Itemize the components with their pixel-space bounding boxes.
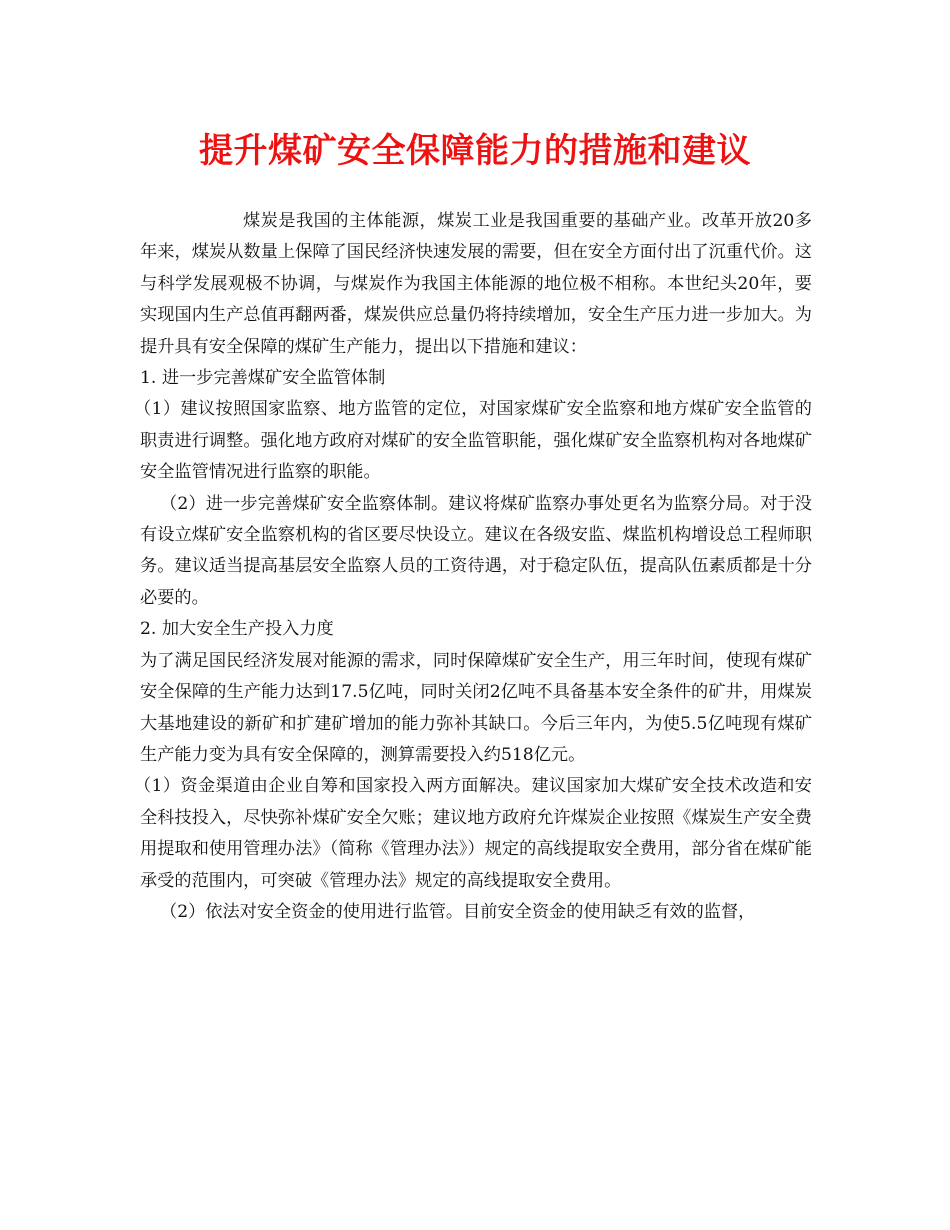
section-2-item-2: （2）依法对安全资金的使用进行监管。目前安全资金的使用缺乏有效的监督， [160, 901, 756, 922]
section-1-item-1: （1）建议按照国家监察、地方监管的定位，对国家煤矿安全监察和地方煤矿安全监管的职责进行调整。强化地方政府对煤矿的安全监管职能，强化煤矿安全监察机构对各地煤矿安全监管情况进行监察的职能。 [134, 399, 812, 483]
section-heading-1: 1. 进一步完善煤矿安全监管体制 [140, 368, 386, 389]
document-body [134, 206, 812, 928]
document-title: 提升煤矿安全保障能力的措施和建议 [199, 131, 751, 171]
section-1-item-2: （2）进一步完善煤矿安全监察体制。建议将煤矿监察办事处更名为监察分局。对于没有设立煤矿安全监察机构的省区要尽快设立。建议在各级安监、煤监机构增设总工程师职务。建议适当提高基层安全监察人员的工资待遇，对于稳定队伍，提高队伍素质都是十分必要的。 [140, 493, 812, 608]
section-2-item-1: （1）资金渠道由企业自筹和国家投入两方面解决。建议国家加大煤矿安全技术改造和安全科技投入，尽快弥补煤矿安全欠账；建议地方政府允许煤炭企业按照《煤炭生产安全费用提取和使用管理办法》（简称《管理办法》）规定的高线提取安全费用，部分省在煤矿能承受的范围内，可突破《管理办法》规定的高线提取安全费用。 [134, 776, 812, 891]
section-heading-2: 2. 加大安全生产投入力度 [140, 619, 334, 640]
intro-paragraph: 煤炭是我国的主体能源，煤炭工业是我国重要的基础产业。改革开放20多年来，煤炭从数量上保障了国民经济快速发展的需要，但在安全方面付出了沉重代价。这与科学发展观极不协调，与煤炭作为我国主体能源的地位极不相称。本世纪头20年，要实现国内生产总值再翻两番，煤炭供应总量仍将持续增加，安全生产压力进一步加大。为提升具有安全保障的煤矿生产能力，提出以下措施和建议： [140, 211, 812, 357]
section-2-intro: 为了满足国民经济发展对能源的需求，同时保障煤矿安全生产，用三年时间，使现有煤矿安全保障的生产能力达到17.5亿吨，同时关闭2亿吨不具备基本安全条件的矿井，用煤炭大基地建设的新矿和扩建矿增加的能力弥补其缺口。今后三年内，为使5.5亿吨现有煤矿生产能力变为具有安全保障的，测算需要投入约518亿元。 [140, 650, 812, 765]
